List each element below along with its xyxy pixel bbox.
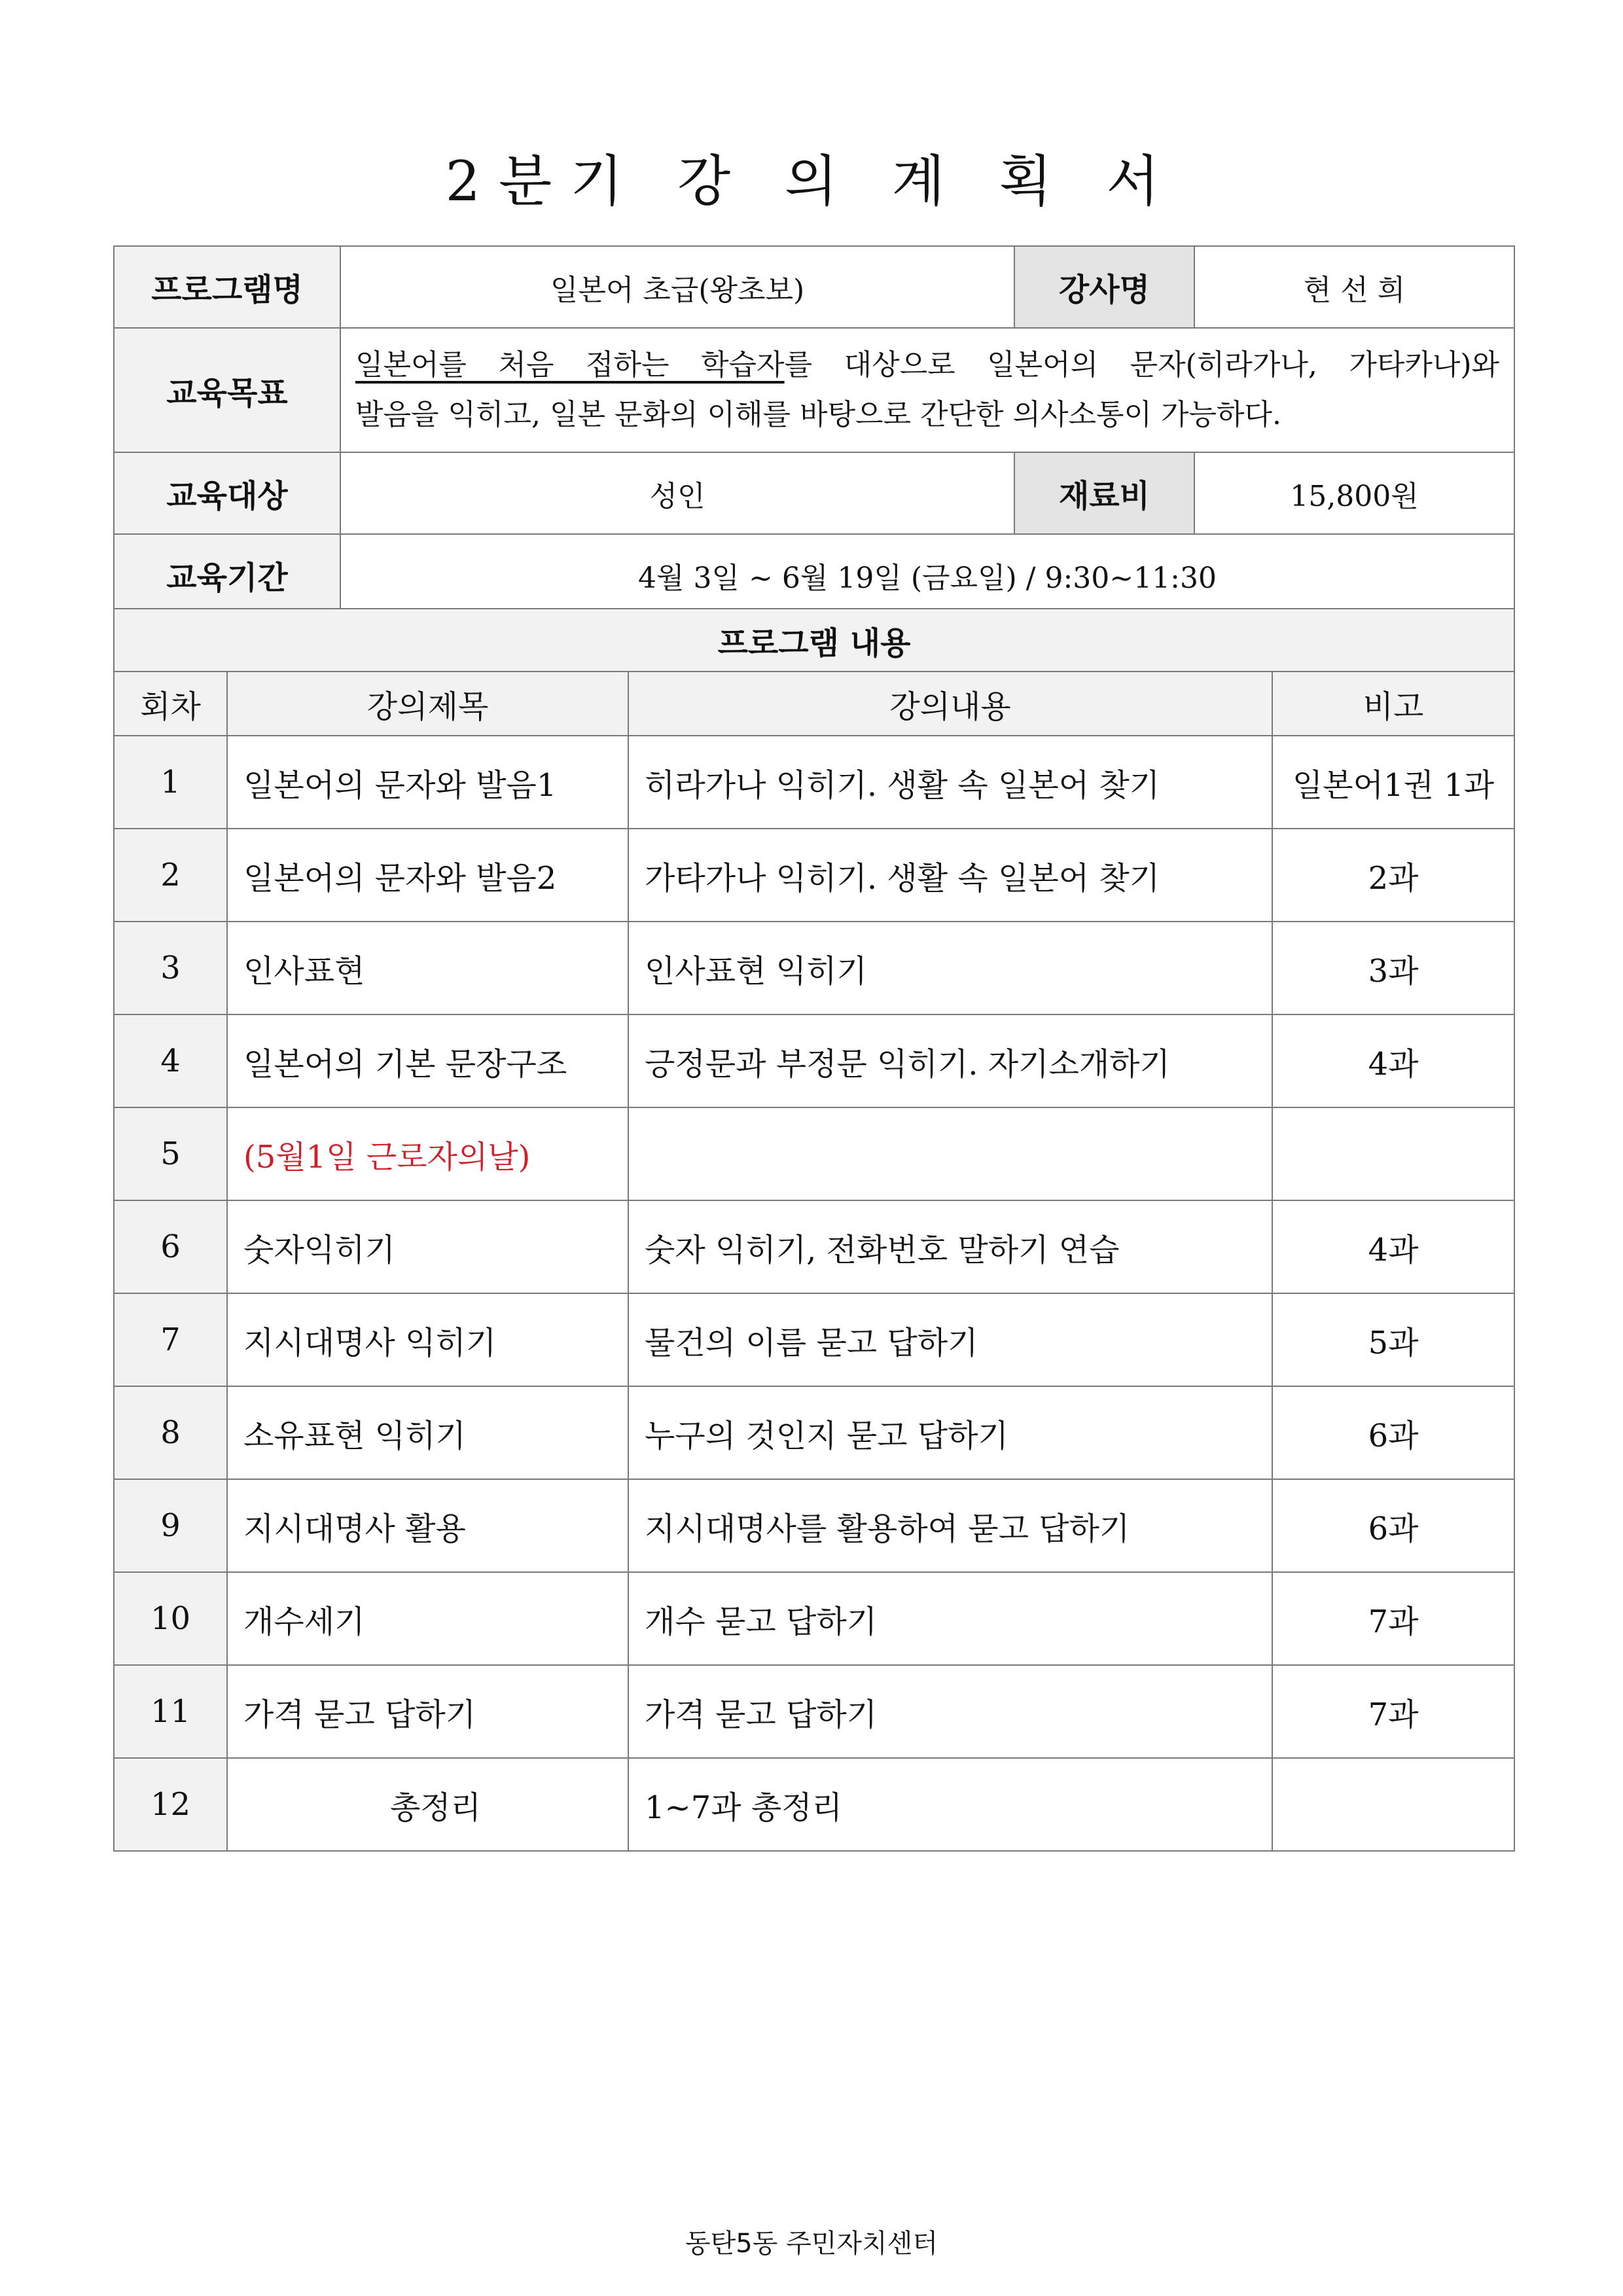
header-lecture-content: 강의내용 <box>628 672 1272 736</box>
period-row <box>114 534 1514 616</box>
session-number: 9 <box>114 1479 227 1572</box>
target-value: 성인 <box>340 452 1014 534</box>
lecture-title: 지시대명사 활용 <box>227 1479 628 1572</box>
session-number: 2 <box>114 829 227 922</box>
lecture-note: 7과 <box>1272 1665 1514 1758</box>
program-row <box>114 246 1514 328</box>
table-row <box>114 1758 1514 1851</box>
period-value: 4월 3일 ~ 6월 19일 (금요일) / 9:30~11:30 <box>340 534 1514 616</box>
session-number: 3 <box>114 922 227 1014</box>
session-number: 7 <box>114 1293 227 1386</box>
lecture-content: 히라가나 익히기. 생활 속 일본어 찾기 <box>628 736 1272 829</box>
goal-label: 교육목표 <box>114 328 340 452</box>
lecture-title: (5월1일 근로자의날) <box>227 1107 628 1200</box>
goal-row <box>114 328 1514 452</box>
header-lecture-title: 강의제목 <box>227 672 628 736</box>
teacher-value: 현 선 희 <box>1194 246 1514 328</box>
session-number: 5 <box>114 1107 227 1200</box>
lecture-title: 일본어의 문자와 발음1 <box>227 736 628 829</box>
table-row <box>114 1107 1514 1200</box>
session-number: 12 <box>114 1758 227 1851</box>
lecture-note: 5과 <box>1272 1293 1514 1386</box>
lecture-note: 4과 <box>1272 1014 1514 1107</box>
session-number: 1 <box>114 736 227 829</box>
lecture-content: 인사표현 익히기 <box>628 922 1272 1014</box>
lecture-note: 일본어1권 1과 <box>1272 736 1514 829</box>
lecture-note: 6과 <box>1272 1386 1514 1479</box>
section-title: 프로그램 내용 <box>114 609 1514 672</box>
table-row <box>114 1386 1514 1479</box>
lecture-note: 4과 <box>1272 1200 1514 1293</box>
table-row <box>114 829 1514 922</box>
session-number: 4 <box>114 1014 227 1107</box>
lecture-title: 총정리 <box>227 1758 628 1851</box>
lecture-note <box>1272 1107 1514 1200</box>
target-row <box>114 452 1514 534</box>
lecture-title: 일본어의 기본 문장구조 <box>227 1014 628 1107</box>
target-label: 교육대상 <box>114 452 340 534</box>
period-label: 교육기간 <box>114 534 340 616</box>
table-row <box>114 736 1514 829</box>
info-table <box>113 245 1515 617</box>
lecture-content: 가격 묻고 답하기 <box>628 1665 1272 1758</box>
program-label: 프로그램명 <box>114 246 340 328</box>
lecture-content: 가타가나 익히기. 생활 속 일본어 찾기 <box>628 829 1272 922</box>
footer-org: 동탄5동 주민자치센터 <box>685 2229 938 2259</box>
header-note: 비고 <box>1272 672 1514 736</box>
table-row <box>114 1200 1514 1293</box>
lecture-note: 3과 <box>1272 922 1514 1014</box>
lecture-note: 6과 <box>1272 1479 1514 1572</box>
lecture-title: 가격 묻고 답하기 <box>227 1665 628 1758</box>
table-row <box>114 1665 1514 1758</box>
session-number: 10 <box>114 1572 227 1665</box>
program-value: 일본어 초급(왕초보) <box>340 246 1014 328</box>
lecture-title: 숫자익히기 <box>227 1200 628 1293</box>
table-row <box>114 1014 1514 1107</box>
table-row <box>114 1479 1514 1572</box>
lecture-title: 소유표현 익히기 <box>227 1386 628 1479</box>
lecture-title: 일본어의 문자와 발음2 <box>227 829 628 922</box>
column-headers <box>114 672 1514 736</box>
lecture-title: 개수세기 <box>227 1572 628 1665</box>
lecture-note: 7과 <box>1272 1572 1514 1665</box>
goal-line-2: 발음을 익히고, 일본 문화의 이해를 바탕으로 간단한 의사소통이 가능하다. <box>355 398 1281 431</box>
goal-value <box>340 328 1514 452</box>
lecture-content: 1~7과 총정리 <box>628 1758 1272 1851</box>
lecture-content <box>628 1107 1272 1200</box>
teacher-label: 강사명 <box>1014 246 1194 328</box>
lecture-content: 개수 묻고 답하기 <box>628 1572 1272 1665</box>
header-session: 회차 <box>114 672 227 736</box>
lecture-title: 인사표현 <box>227 922 628 1014</box>
table-row <box>114 922 1514 1014</box>
schedule-table <box>113 608 1515 1852</box>
session-number: 6 <box>114 1200 227 1293</box>
fee-value: 15,800원 <box>1194 452 1514 534</box>
session-number: 11 <box>114 1665 227 1758</box>
lecture-content: 숫자 익히기, 전화번호 말하기 연습 <box>628 1200 1272 1293</box>
lecture-content: 긍정문과 부정문 익히기. 자기소개하기 <box>628 1014 1272 1107</box>
fee-label: 재료비 <box>1014 452 1194 534</box>
lecture-note: 2과 <box>1272 829 1514 922</box>
goal-line-1-rest: 를 대상으로 일본어의 문자(히라가나, 가타카나)와 <box>784 348 1500 382</box>
lecture-note <box>1272 1758 1514 1851</box>
goal-line-1 <box>355 340 1499 390</box>
page-title: 2분기 강 의 계 획 서 <box>445 149 1178 213</box>
lecture-title: 지시대명사 익히기 <box>227 1293 628 1386</box>
lecture-content: 물건의 이름 묻고 답하기 <box>628 1293 1272 1386</box>
session-number: 8 <box>114 1386 227 1479</box>
table-row <box>114 1572 1514 1665</box>
table-row <box>114 1293 1514 1386</box>
goal-underlined-text: 일본어를 처음 접하는 학습자 <box>355 348 785 382</box>
lecture-content: 지시대명사를 활용하여 묻고 답하기 <box>628 1479 1272 1572</box>
lecture-content: 누구의 것인지 묻고 답하기 <box>628 1386 1272 1479</box>
